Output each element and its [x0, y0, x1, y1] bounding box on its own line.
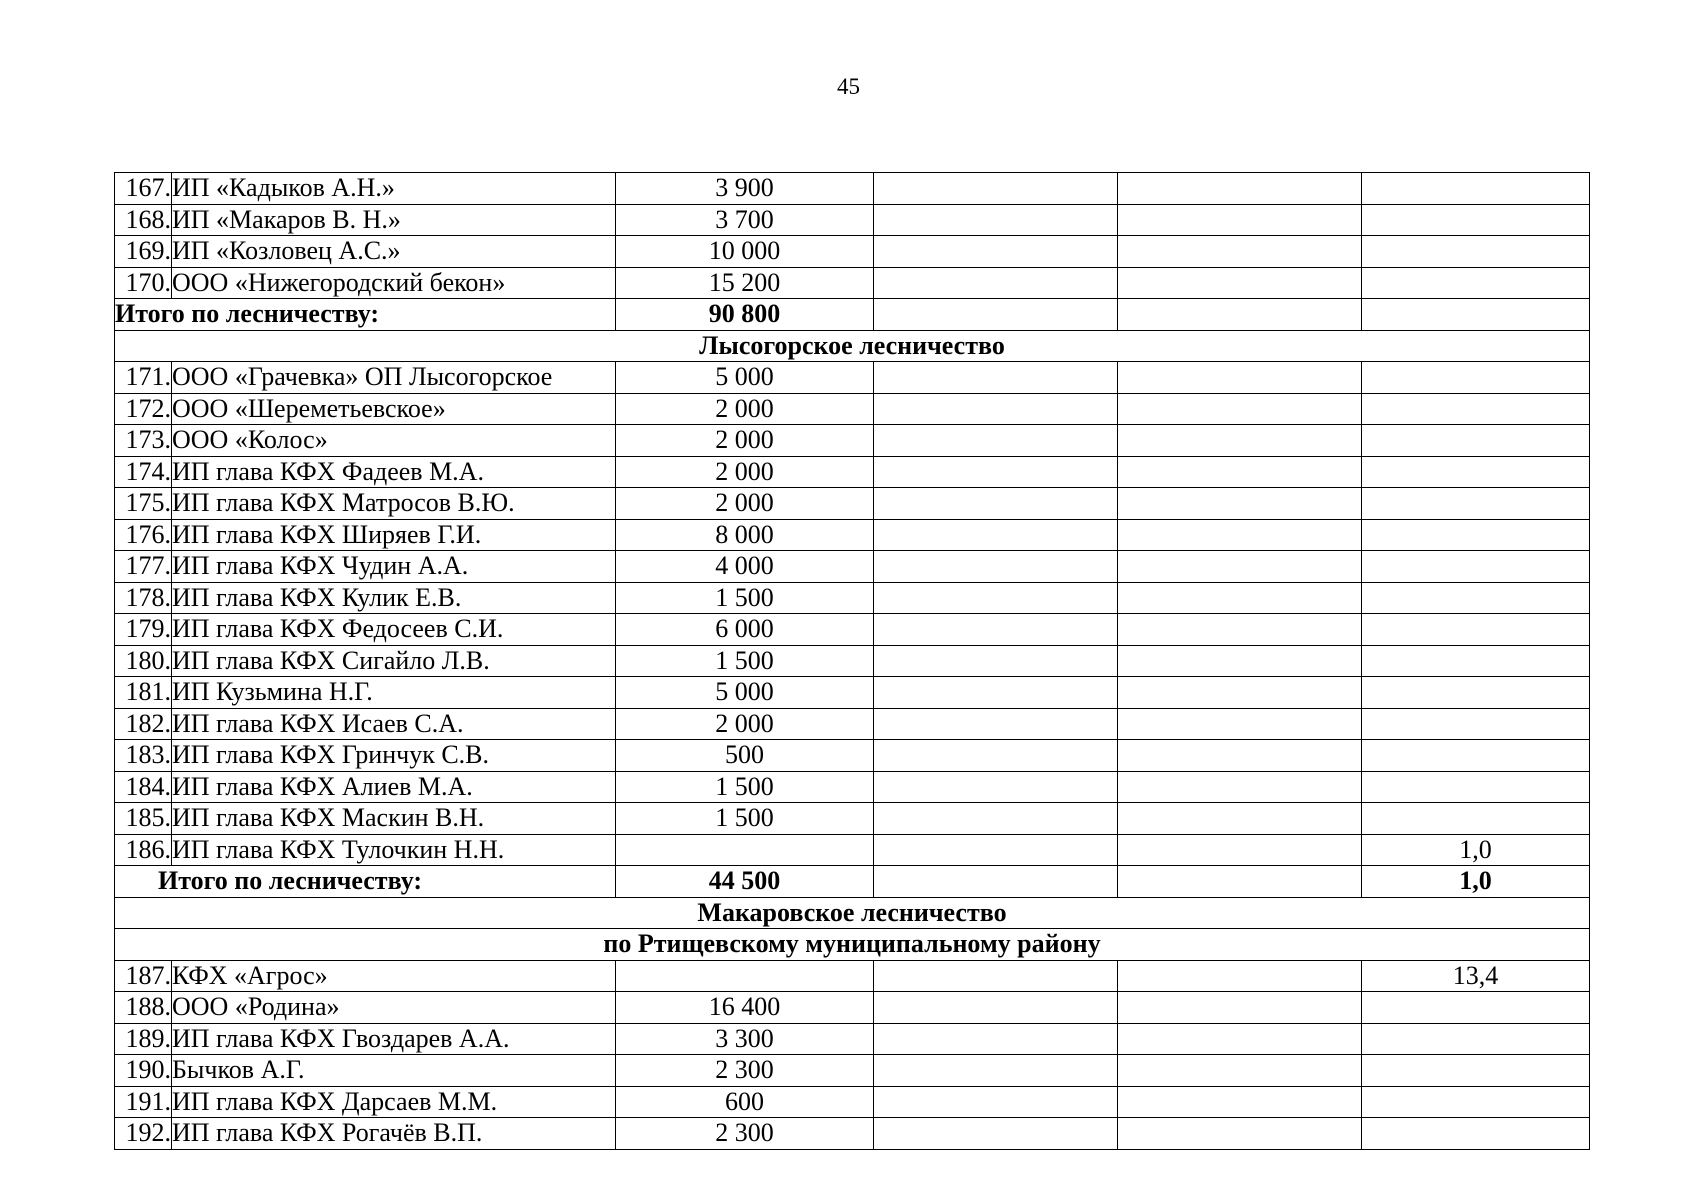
value-cell: 3 900	[616, 173, 874, 205]
area-cell	[1362, 614, 1590, 646]
empty-cell	[874, 299, 1118, 331]
area-cell	[1362, 267, 1590, 299]
empty-cell	[874, 551, 1118, 583]
row-number: 186.	[115, 834, 172, 866]
organization-name: ООО «Шереметьевское»	[172, 393, 616, 425]
empty-cell	[874, 393, 1118, 425]
row-number: 188.	[115, 992, 172, 1024]
table-row	[115, 960, 1590, 992]
empty-cell	[874, 803, 1118, 835]
empty-cell	[1118, 519, 1362, 551]
organization-name: ИП глава КФХ Рогачёв В.П.	[172, 1118, 616, 1150]
empty-cell	[1118, 677, 1362, 709]
row-number: 192.	[115, 1118, 172, 1150]
empty-cell	[874, 425, 1118, 457]
total-area: 1,0	[1362, 866, 1590, 898]
organization-name: Бычков А.Г.	[172, 1055, 616, 1087]
row-number: 174.	[115, 456, 172, 488]
table-row	[115, 803, 1590, 835]
empty-cell	[1118, 425, 1362, 457]
table-row	[115, 992, 1590, 1024]
row-number: 184.	[115, 771, 172, 803]
empty-cell	[874, 1118, 1118, 1150]
allocation-table	[114, 172, 1590, 1150]
empty-cell	[1118, 614, 1362, 646]
section-title: Макаровское лесничество	[115, 897, 1590, 929]
area-cell	[1362, 362, 1590, 394]
value-cell: 3 700	[616, 204, 874, 236]
empty-cell	[1118, 866, 1362, 898]
section-title: по Ртищевскому муниципальному району	[115, 929, 1590, 961]
section-row	[115, 330, 1590, 362]
empty-cell	[1118, 236, 1362, 268]
empty-cell	[1118, 267, 1362, 299]
row-number: 179.	[115, 614, 172, 646]
section-row	[115, 897, 1590, 929]
table-row	[115, 173, 1590, 205]
organization-name: КФХ «Агрос»	[172, 960, 616, 992]
organization-name: ИП глава КФХ Кулик Е.В.	[172, 582, 616, 614]
value-cell: 2 000	[616, 425, 874, 457]
empty-cell	[874, 362, 1118, 394]
area-cell	[1362, 1118, 1590, 1150]
empty-cell	[1118, 992, 1362, 1024]
organization-name: ИП глава КФХ Исаев С.А.	[172, 708, 616, 740]
empty-cell	[874, 708, 1118, 740]
row-number: 181.	[115, 677, 172, 709]
empty-cell	[1118, 708, 1362, 740]
total-row	[115, 299, 1590, 331]
area-cell	[1362, 677, 1590, 709]
table-row	[115, 456, 1590, 488]
value-cell: 8 000	[616, 519, 874, 551]
total-value: 90 800	[616, 299, 874, 331]
empty-cell	[1118, 393, 1362, 425]
value-cell: 3 300	[616, 1023, 874, 1055]
table-row	[115, 425, 1590, 457]
row-number: 178.	[115, 582, 172, 614]
total-row	[115, 866, 1590, 898]
organization-name: ИП «Козловец А.С.»	[172, 236, 616, 268]
empty-cell	[1118, 1055, 1362, 1087]
organization-name: ИП глава КФХ Чудин А.А.	[172, 551, 616, 583]
row-number: 171.	[115, 362, 172, 394]
row-number: 185.	[115, 803, 172, 835]
empty-cell	[874, 519, 1118, 551]
table-row	[115, 771, 1590, 803]
page-number: 45	[837, 74, 860, 99]
table-row	[115, 1118, 1590, 1150]
organization-name: ИП глава КФХ Сигайло Л.В.	[172, 645, 616, 677]
empty-cell	[874, 677, 1118, 709]
area-cell	[1362, 204, 1590, 236]
value-cell: 5 000	[616, 677, 874, 709]
table-row	[115, 645, 1590, 677]
section-title: Лысогорское лесничество	[115, 330, 1590, 362]
value-cell: 1 500	[616, 771, 874, 803]
empty-cell	[874, 866, 1118, 898]
value-cell: 1 500	[616, 582, 874, 614]
area-cell	[1362, 771, 1590, 803]
value-cell: 2 300	[616, 1118, 874, 1150]
empty-cell	[874, 173, 1118, 205]
empty-cell	[1118, 803, 1362, 835]
row-number: 189.	[115, 1023, 172, 1055]
row-number: 187.	[115, 960, 172, 992]
area-cell	[1362, 645, 1590, 677]
empty-cell	[874, 236, 1118, 268]
table-row	[115, 362, 1590, 394]
section-row	[115, 929, 1590, 961]
table-row	[115, 1086, 1590, 1118]
area-cell	[1362, 551, 1590, 583]
table-row	[115, 393, 1590, 425]
value-cell: 16 400	[616, 992, 874, 1024]
table-row	[115, 708, 1590, 740]
empty-cell	[874, 771, 1118, 803]
organization-name: ООО «Грачевка» ОП Лысогорское	[172, 362, 616, 394]
value-cell: 6 000	[616, 614, 874, 646]
empty-cell	[1118, 204, 1362, 236]
row-number: 190.	[115, 1055, 172, 1087]
organization-name: ООО «Колос»	[172, 425, 616, 457]
value-cell: 2 300	[616, 1055, 874, 1087]
area-cell: 1,0	[1362, 834, 1590, 866]
area-cell	[1362, 1086, 1590, 1118]
area-cell	[1362, 173, 1590, 205]
organization-name: ИП Кузьмина Н.Г.	[172, 677, 616, 709]
area-cell: 13,4	[1362, 960, 1590, 992]
table-row	[115, 582, 1590, 614]
empty-cell	[1118, 771, 1362, 803]
value-cell: 1 500	[616, 645, 874, 677]
table-row	[115, 614, 1590, 646]
empty-cell	[874, 960, 1118, 992]
row-number: 177.	[115, 551, 172, 583]
area-cell	[1362, 1055, 1590, 1087]
table-row	[115, 204, 1590, 236]
empty-cell	[874, 740, 1118, 772]
empty-cell	[1118, 582, 1362, 614]
table-row	[115, 519, 1590, 551]
empty-cell	[874, 267, 1118, 299]
value-cell	[616, 960, 874, 992]
row-number: 167.	[115, 173, 172, 205]
empty-cell	[1118, 960, 1362, 992]
row-number: 172.	[115, 393, 172, 425]
total-label: Итого по лесничеству:	[115, 299, 616, 331]
row-number: 170.	[115, 267, 172, 299]
value-cell: 500	[616, 740, 874, 772]
value-cell: 600	[616, 1086, 874, 1118]
empty-cell	[874, 834, 1118, 866]
total-label: Итого по лесничеству:	[115, 866, 616, 898]
table-row	[115, 1023, 1590, 1055]
empty-cell	[1118, 173, 1362, 205]
area-cell	[1362, 1023, 1590, 1055]
empty-cell	[874, 1055, 1118, 1087]
row-number: 168.	[115, 204, 172, 236]
value-cell: 5 000	[616, 362, 874, 394]
value-cell: 10 000	[616, 236, 874, 268]
organization-name: ИП глава КФХ Ширяев Г.И.	[172, 519, 616, 551]
row-number: 182.	[115, 708, 172, 740]
row-number: 176.	[115, 519, 172, 551]
organization-name: ИП глава КФХ Фадеев М.А.	[172, 456, 616, 488]
table-row	[115, 1055, 1590, 1087]
empty-cell	[1118, 1086, 1362, 1118]
table-row	[115, 551, 1590, 583]
empty-cell	[874, 1086, 1118, 1118]
empty-cell	[1118, 299, 1362, 331]
area-cell	[1362, 708, 1590, 740]
empty-cell	[1118, 488, 1362, 520]
total-area	[1362, 299, 1590, 331]
row-number: 175.	[115, 488, 172, 520]
area-cell	[1362, 456, 1590, 488]
organization-name: ИП глава КФХ Матросов В.Ю.	[172, 488, 616, 520]
empty-cell	[1118, 456, 1362, 488]
area-cell	[1362, 803, 1590, 835]
empty-cell	[1118, 740, 1362, 772]
value-cell: 1 500	[616, 803, 874, 835]
empty-cell	[1118, 834, 1362, 866]
row-number: 180.	[115, 645, 172, 677]
organization-name: ИП глава КФХ Гвоздарев А.А.	[172, 1023, 616, 1055]
area-cell	[1362, 488, 1590, 520]
table-row	[115, 834, 1590, 866]
area-cell	[1362, 992, 1590, 1024]
organization-name: ИП глава КФХ Дарсаев М.М.	[172, 1086, 616, 1118]
empty-cell	[1118, 645, 1362, 677]
empty-cell	[874, 488, 1118, 520]
value-cell	[616, 834, 874, 866]
value-cell: 2 000	[616, 456, 874, 488]
empty-cell	[874, 204, 1118, 236]
organization-name: ИП глава КФХ Федосеев С.И.	[172, 614, 616, 646]
row-number: 183.	[115, 740, 172, 772]
table-row	[115, 677, 1590, 709]
value-cell: 2 000	[616, 708, 874, 740]
empty-cell	[1118, 1023, 1362, 1055]
organization-name: ООО «Нижегородский бекон»	[172, 267, 616, 299]
organization-name: ИП глава КФХ Маскин В.Н.	[172, 803, 616, 835]
organization-name: ООО «Родина»	[172, 992, 616, 1024]
value-cell: 4 000	[616, 551, 874, 583]
value-cell: 2 000	[616, 488, 874, 520]
organization-name: ИП «Макаров В. Н.»	[172, 204, 616, 236]
organization-name: ИП «Кадыков А.Н.»	[172, 173, 616, 205]
empty-cell	[1118, 551, 1362, 583]
row-number: 169.	[115, 236, 172, 268]
area-cell	[1362, 425, 1590, 457]
organization-name: ИП глава КФХ Гринчук С.В.	[172, 740, 616, 772]
empty-cell	[874, 614, 1118, 646]
row-number: 173.	[115, 425, 172, 457]
area-cell	[1362, 582, 1590, 614]
empty-cell	[1118, 362, 1362, 394]
area-cell	[1362, 740, 1590, 772]
table-row	[115, 488, 1590, 520]
empty-cell	[874, 456, 1118, 488]
value-cell: 2 000	[616, 393, 874, 425]
total-value: 44 500	[616, 866, 874, 898]
empty-cell	[874, 645, 1118, 677]
area-cell	[1362, 236, 1590, 268]
table-row	[115, 267, 1590, 299]
area-cell	[1362, 393, 1590, 425]
organization-name: ИП глава КФХ Тулочкин Н.Н.	[172, 834, 616, 866]
area-cell	[1362, 519, 1590, 551]
empty-cell	[874, 582, 1118, 614]
value-cell: 15 200	[616, 267, 874, 299]
organization-name: ИП глава КФХ Алиев М.А.	[172, 771, 616, 803]
empty-cell	[874, 992, 1118, 1024]
table-row	[115, 236, 1590, 268]
row-number: 191.	[115, 1086, 172, 1118]
empty-cell	[1118, 1118, 1362, 1150]
empty-cell	[874, 1023, 1118, 1055]
table-row	[115, 740, 1590, 772]
